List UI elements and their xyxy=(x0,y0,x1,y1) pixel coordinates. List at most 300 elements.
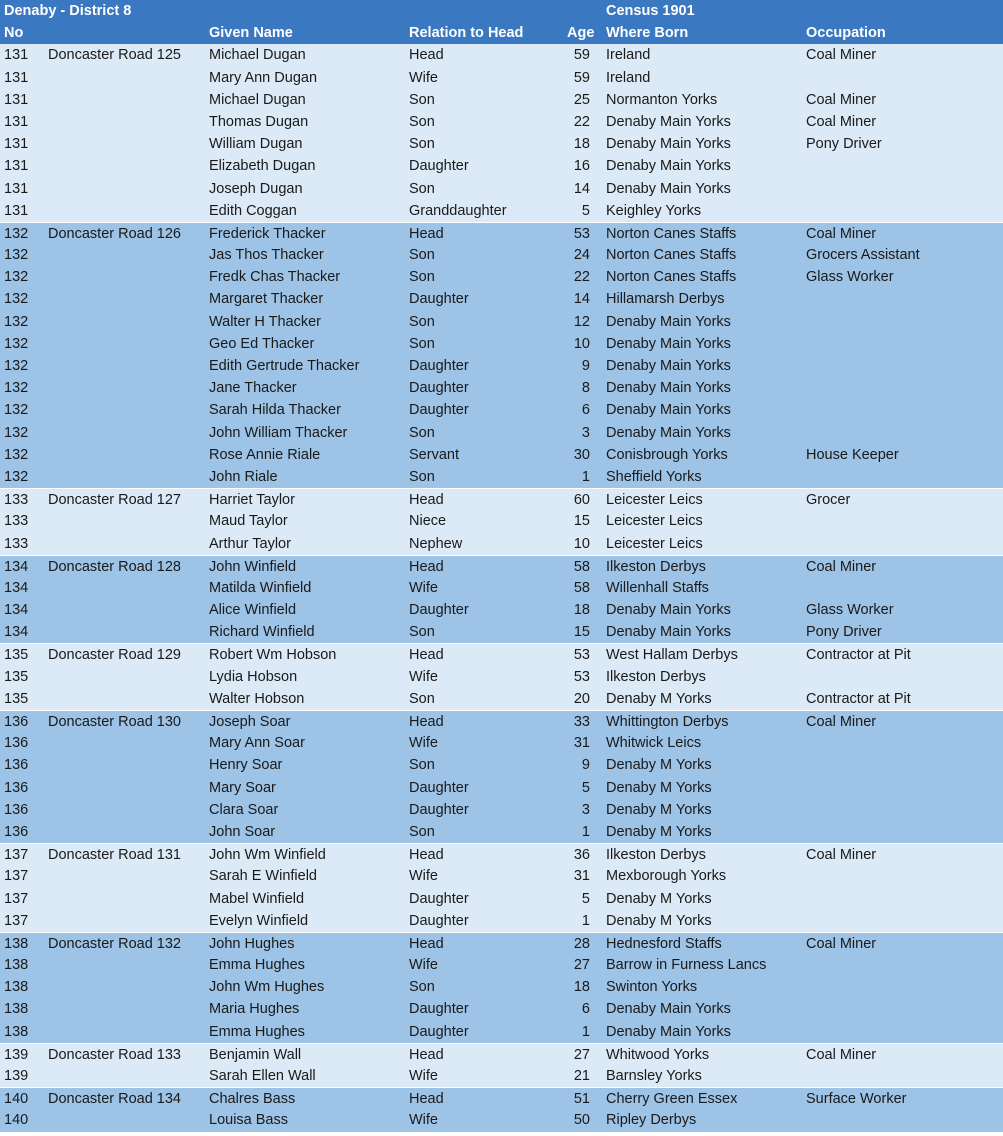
table-row xyxy=(0,1043,1003,1065)
title-row xyxy=(0,0,1003,22)
cell-no: 139 xyxy=(4,1068,29,1084)
cell-no: 132 xyxy=(4,247,29,264)
cell-no: 136 xyxy=(4,801,29,818)
col-header-age: Age xyxy=(567,25,595,42)
cell-relation: Son xyxy=(409,335,435,352)
cell-relation: Wife xyxy=(409,668,438,685)
cell-relation: Son xyxy=(409,823,435,840)
cell-relation: Son xyxy=(409,624,435,641)
table-row xyxy=(0,599,1003,621)
cell-given-name: Jas Thos Thacker xyxy=(209,247,324,264)
cell-given-name: Joseph Dugan xyxy=(209,180,303,197)
cell-no: 132 xyxy=(4,424,29,441)
cell-given-name: John Hughes xyxy=(209,935,295,952)
cell-relation: Head xyxy=(409,847,444,864)
cell-no: 133 xyxy=(4,513,29,530)
table-row xyxy=(0,888,1003,910)
cell-age: 58 xyxy=(573,558,590,575)
cell-given-name: Walter H Thacker xyxy=(209,313,321,330)
cell-where-born: Denaby Main Yorks xyxy=(606,380,731,397)
cell-given-name: Frederick Thacker xyxy=(209,225,326,242)
cell-where-born: Denaby Main Yorks xyxy=(606,358,731,374)
cell-given-name: Joseph Soar xyxy=(209,714,291,730)
cell-where-born: Barrow in Furness Lancs xyxy=(606,957,767,974)
cell-age: 14 xyxy=(573,180,590,197)
cell-no: 132 xyxy=(4,380,29,397)
census-table-body xyxy=(0,44,1003,1131)
cell-no: 138 xyxy=(4,1001,29,1018)
cell-relation: Wife xyxy=(409,579,438,596)
table-row xyxy=(0,200,1003,222)
table-row xyxy=(0,67,1003,89)
cell-age: 9 xyxy=(581,757,590,774)
cell-age: 14 xyxy=(573,291,590,308)
cell-address: Doncaster Road 125 xyxy=(48,47,181,64)
cell-no: 133 xyxy=(4,535,29,552)
cell-where-born: Barnsley Yorks xyxy=(606,1068,702,1084)
cell-relation: Daughter xyxy=(409,912,469,929)
table-row xyxy=(0,910,1003,932)
table-row xyxy=(0,998,1003,1020)
cell-where-born: Mexborough Yorks xyxy=(606,868,727,885)
cell-occupation: Coal Miner xyxy=(806,714,877,730)
cell-where-born: Ilkeston Derbys xyxy=(606,668,706,685)
cell-given-name: Sarah E Winfield xyxy=(209,868,317,885)
cell-relation: Head xyxy=(409,47,444,64)
cell-age: 1 xyxy=(581,468,590,485)
cell-no: 131 xyxy=(4,69,29,86)
cell-where-born: Denaby Main Yorks xyxy=(606,136,731,153)
table-row xyxy=(0,1065,1003,1087)
cell-given-name: Geo Ed Thacker xyxy=(209,335,315,352)
cell-age: 15 xyxy=(573,513,590,530)
census-label: Census 1901 xyxy=(606,3,695,19)
cell-occupation: Grocers Assistant xyxy=(806,247,920,264)
table-row xyxy=(0,777,1003,799)
cell-relation: Son xyxy=(409,180,435,197)
cell-address: Doncaster Road 128 xyxy=(48,558,181,575)
cell-no: 137 xyxy=(4,847,29,864)
cell-no: 137 xyxy=(4,890,29,907)
col-header-relation: Relation to Head xyxy=(409,25,524,42)
cell-where-born: Whittington Derbys xyxy=(606,714,729,730)
cell-no: 136 xyxy=(4,823,29,840)
cell-no: 132 xyxy=(4,313,29,330)
cell-relation: Son xyxy=(409,979,435,996)
cell-where-born: Denaby M Yorks xyxy=(606,801,712,818)
table-row xyxy=(0,111,1003,133)
cell-where-born: Normanton Yorks xyxy=(606,91,718,108)
cell-age: 25 xyxy=(573,91,590,108)
cell-relation: Head xyxy=(409,1091,444,1108)
cell-relation: Daughter xyxy=(409,1023,469,1040)
cell-relation: Son xyxy=(409,247,435,264)
cell-given-name: Thomas Dugan xyxy=(209,113,309,130)
cell-given-name: Clara Soar xyxy=(209,801,279,818)
cell-given-name: Mary Soar xyxy=(209,779,276,796)
cell-given-name: William Dugan xyxy=(209,136,303,153)
cell-occupation: Coal Miner xyxy=(806,91,877,108)
cell-age: 5 xyxy=(581,779,590,796)
cell-age: 51 xyxy=(573,1091,590,1108)
cell-relation: Daughter xyxy=(409,779,469,796)
cell-no: 136 xyxy=(4,714,29,730)
cell-relation: Son xyxy=(409,136,435,153)
cell-age: 3 xyxy=(581,424,590,441)
cell-given-name: Walter Hobson xyxy=(209,690,305,707)
cell-relation: Granddaughter xyxy=(409,202,507,219)
table-row xyxy=(0,865,1003,887)
cell-address: Doncaster Road 127 xyxy=(48,492,181,509)
cell-no: 138 xyxy=(4,935,29,952)
cell-address: Doncaster Road 129 xyxy=(48,647,181,664)
cell-where-born: West Hallam Derbys xyxy=(606,647,738,664)
cell-given-name: Alice Winfield xyxy=(209,602,297,619)
cell-no: 132 xyxy=(4,335,29,352)
cell-given-name: Margaret Thacker xyxy=(209,291,324,308)
cell-relation: Son xyxy=(409,91,435,108)
cell-given-name: Robert Wm Hobson xyxy=(209,647,337,664)
cell-no: 135 xyxy=(4,647,29,664)
cell-age: 6 xyxy=(581,402,590,419)
cell-age: 30 xyxy=(573,446,590,463)
cell-given-name: John Wm Winfield xyxy=(209,847,326,864)
cell-given-name: Sarah Ellen Wall xyxy=(209,1068,316,1084)
cell-age: 12 xyxy=(573,313,590,330)
cell-given-name: Sarah Hilda Thacker xyxy=(209,402,341,419)
cell-relation: Daughter xyxy=(409,291,469,308)
cell-no: 131 xyxy=(4,47,29,64)
cell-occupation: Coal Miner xyxy=(806,47,877,64)
cell-where-born: Denaby Main Yorks xyxy=(606,624,731,641)
cell-occupation: Pony Driver xyxy=(806,624,882,641)
cell-relation: Daughter xyxy=(409,380,469,397)
cell-no: 135 xyxy=(4,690,29,707)
cell-where-born: Whitwick Leics xyxy=(606,735,702,752)
cell-relation: Wife xyxy=(409,1068,438,1084)
cell-age: 8 xyxy=(581,380,590,397)
cell-where-born: Hednesford Staffs xyxy=(606,935,722,952)
cell-age: 53 xyxy=(573,225,590,242)
cell-given-name: Louisa Bass xyxy=(209,1112,288,1129)
cell-age: 53 xyxy=(573,668,590,685)
cell-given-name: Elizabeth Dugan xyxy=(209,158,316,175)
cell-no: 134 xyxy=(4,624,29,641)
cell-address: Doncaster Road 130 xyxy=(48,714,181,730)
cell-given-name: Emma Hughes xyxy=(209,1023,305,1040)
cell-relation: Head xyxy=(409,714,444,730)
cell-occupation: Coal Miner xyxy=(806,225,877,242)
col-header-occupation: Occupation xyxy=(806,25,886,42)
cell-no: 131 xyxy=(4,91,29,108)
cell-where-born: Leicester Leics xyxy=(606,513,703,530)
cell-relation: Wife xyxy=(409,735,438,752)
table-row xyxy=(0,843,1003,865)
cell-relation: Wife xyxy=(409,1112,438,1129)
table-row xyxy=(0,1109,1003,1131)
table-row xyxy=(0,577,1003,599)
cell-no: 138 xyxy=(4,979,29,996)
cell-age: 5 xyxy=(581,890,590,907)
cell-relation: Son xyxy=(409,757,435,774)
cell-occupation: Coal Miner xyxy=(806,935,877,952)
cell-age: 18 xyxy=(573,979,590,996)
cell-where-born: Ireland xyxy=(606,69,651,86)
table-row xyxy=(0,510,1003,532)
cell-where-born: Denaby Main Yorks xyxy=(606,180,731,197)
cell-age: 20 xyxy=(573,690,590,707)
table-row xyxy=(0,1087,1003,1109)
cell-address: Doncaster Road 133 xyxy=(48,1046,181,1063)
cell-where-born: Denaby Main Yorks xyxy=(606,402,731,419)
cell-no: 131 xyxy=(4,158,29,175)
table-row xyxy=(0,555,1003,577)
cell-age: 21 xyxy=(573,1068,590,1084)
table-row xyxy=(0,666,1003,688)
cell-occupation: Coal Miner xyxy=(806,113,877,130)
table-row xyxy=(0,643,1003,665)
cell-relation: Son xyxy=(409,113,435,130)
cell-occupation: Surface Worker xyxy=(806,1091,907,1108)
cell-where-born: Denaby Main Yorks xyxy=(606,335,731,352)
cell-occupation: Contractor at Pit xyxy=(806,690,911,707)
cell-relation: Daughter xyxy=(409,890,469,907)
cell-given-name: Evelyn Winfield xyxy=(209,912,309,929)
cell-where-born: Conisbrough Yorks xyxy=(606,446,728,463)
cell-where-born: Norton Canes Staffs xyxy=(606,269,737,286)
cell-where-born: Ilkeston Derbys xyxy=(606,558,706,575)
cell-no: 132 xyxy=(4,291,29,308)
cell-no: 137 xyxy=(4,868,29,885)
table-row xyxy=(0,533,1003,555)
cell-no: 132 xyxy=(4,269,29,286)
cell-relation: Head xyxy=(409,558,444,575)
table-row xyxy=(0,621,1003,643)
cell-where-born: Denaby M Yorks xyxy=(606,779,712,796)
cell-given-name: Chalres Bass xyxy=(209,1091,296,1108)
cell-where-born: Cherry Green Essex xyxy=(606,1091,738,1108)
cell-no: 138 xyxy=(4,1023,29,1040)
cell-relation: Head xyxy=(409,225,444,242)
cell-where-born: Ireland xyxy=(606,47,651,64)
cell-age: 31 xyxy=(573,735,590,752)
cell-age: 15 xyxy=(573,624,590,641)
sheet-title: Denaby - District 8 xyxy=(4,3,132,19)
cell-where-born: Norton Canes Staffs xyxy=(606,225,737,242)
cell-no: 137 xyxy=(4,912,29,929)
cell-relation: Daughter xyxy=(409,602,469,619)
cell-occupation: Pony Driver xyxy=(806,136,882,153)
cell-age: 59 xyxy=(573,47,590,64)
cell-no: 131 xyxy=(4,202,29,219)
cell-where-born: Norton Canes Staffs xyxy=(606,247,737,264)
cell-relation: Son xyxy=(409,269,435,286)
cell-occupation: Grocer xyxy=(806,492,851,509)
cell-age: 60 xyxy=(573,492,590,509)
cell-relation: Head xyxy=(409,492,444,509)
cell-given-name: Edith Coggan xyxy=(209,202,297,219)
cell-given-name: John Riale xyxy=(209,468,278,485)
cell-given-name: Henry Soar xyxy=(209,757,283,774)
table-row xyxy=(0,399,1003,421)
cell-given-name: John Soar xyxy=(209,823,276,840)
cell-given-name: John Winfield xyxy=(209,558,297,575)
cell-relation: Daughter xyxy=(409,158,469,175)
cell-age: 6 xyxy=(581,1001,590,1018)
cell-given-name: Emma Hughes xyxy=(209,957,305,974)
cell-where-born: Denaby Main Yorks xyxy=(606,1001,731,1018)
cell-given-name: Michael Dugan xyxy=(209,91,306,108)
cell-given-name: Benjamin Wall xyxy=(209,1046,302,1063)
cell-no: 131 xyxy=(4,180,29,197)
cell-age: 27 xyxy=(573,957,590,974)
cell-relation: Head xyxy=(409,935,444,952)
cell-relation: Daughter xyxy=(409,1001,469,1018)
table-row xyxy=(0,244,1003,266)
cell-where-born: Leicester Leics xyxy=(606,535,703,552)
cell-age: 1 xyxy=(581,823,590,840)
cell-no: 132 xyxy=(4,446,29,463)
table-row xyxy=(0,288,1003,310)
cell-where-born: Denaby Main Yorks xyxy=(606,113,731,130)
cell-where-born: Denaby M Yorks xyxy=(606,912,712,929)
cell-address: Doncaster Road 134 xyxy=(48,1091,181,1108)
table-row xyxy=(0,932,1003,954)
cell-relation: Wife xyxy=(409,868,438,885)
cell-relation: Daughter xyxy=(409,402,469,419)
cell-occupation: Coal Miner xyxy=(806,558,877,575)
cell-relation: Son xyxy=(409,313,435,330)
cell-no: 132 xyxy=(4,225,29,242)
table-row xyxy=(0,732,1003,754)
cell-relation: Son xyxy=(409,424,435,441)
cell-relation: Head xyxy=(409,647,444,664)
cell-age: 59 xyxy=(573,69,590,86)
cell-given-name: John Wm Hughes xyxy=(209,979,325,996)
table-row xyxy=(0,133,1003,155)
table-row xyxy=(0,44,1003,66)
column-header-row xyxy=(0,22,1003,44)
cell-where-born: Denaby Main Yorks xyxy=(606,424,731,441)
cell-where-born: Sheffield Yorks xyxy=(606,468,702,485)
cell-no: 136 xyxy=(4,757,29,774)
cell-age: 16 xyxy=(573,158,590,175)
cell-given-name: Harriet Taylor xyxy=(209,492,295,509)
cell-age: 5 xyxy=(581,202,590,219)
cell-given-name: Michael Dugan xyxy=(209,47,306,64)
table-row xyxy=(0,155,1003,177)
cell-no: 134 xyxy=(4,558,29,575)
cell-given-name: Mary Ann Soar xyxy=(209,735,305,752)
cell-age: 31 xyxy=(573,868,590,885)
cell-relation: Servant xyxy=(409,446,459,463)
cell-where-born: Denaby M Yorks xyxy=(606,823,712,840)
cell-age: 22 xyxy=(573,113,590,130)
cell-no: 135 xyxy=(4,668,29,685)
cell-relation: Nephew xyxy=(409,535,463,552)
cell-given-name: Maria Hughes xyxy=(209,1001,300,1018)
cell-age: 24 xyxy=(573,247,590,264)
cell-age: 27 xyxy=(573,1046,590,1063)
cell-no: 136 xyxy=(4,779,29,796)
cell-where-born: Denaby M Yorks xyxy=(606,757,712,774)
cell-given-name: John William Thacker xyxy=(209,424,348,441)
table-row xyxy=(0,422,1003,444)
cell-relation: Daughter xyxy=(409,801,469,818)
cell-relation: Head xyxy=(409,1046,444,1063)
table-row xyxy=(0,488,1003,510)
cell-given-name: Mary Ann Dugan xyxy=(209,69,318,86)
cell-given-name: Edith Gertrude Thacker xyxy=(209,358,360,374)
cell-no: 139 xyxy=(4,1046,29,1063)
table-row xyxy=(0,89,1003,111)
cell-age: 3 xyxy=(581,801,590,818)
cell-age: 10 xyxy=(573,335,590,352)
table-row xyxy=(0,799,1003,821)
cell-occupation: Coal Miner xyxy=(806,1046,877,1063)
cell-where-born: Keighley Yorks xyxy=(606,202,702,219)
cell-given-name: Mabel Winfield xyxy=(209,890,305,907)
cell-age: 36 xyxy=(573,847,590,864)
cell-no: 133 xyxy=(4,492,29,509)
cell-age: 28 xyxy=(573,935,590,952)
cell-relation: Son xyxy=(409,468,435,485)
cell-age: 33 xyxy=(573,714,590,730)
cell-given-name: Fredk Chas Thacker xyxy=(209,269,341,286)
table-row xyxy=(0,178,1003,200)
table-row xyxy=(0,355,1003,377)
cell-no: 138 xyxy=(4,957,29,974)
table-row xyxy=(0,710,1003,732)
table-row xyxy=(0,377,1003,399)
col-header-where-born: Where Born xyxy=(606,25,689,42)
table-row xyxy=(0,821,1003,843)
table-row xyxy=(0,954,1003,976)
table-row xyxy=(0,266,1003,288)
table-row xyxy=(0,444,1003,466)
cell-age: 22 xyxy=(573,269,590,286)
cell-no: 132 xyxy=(4,358,29,374)
cell-age: 18 xyxy=(573,136,590,153)
col-header-no: No xyxy=(4,25,24,42)
cell-where-born: Ripley Derbys xyxy=(606,1112,697,1129)
cell-where-born: Denaby Main Yorks xyxy=(606,158,731,175)
cell-no: 140 xyxy=(4,1112,29,1129)
col-header-given-name: Given Name xyxy=(209,25,293,42)
cell-relation: Wife xyxy=(409,957,438,974)
cell-given-name: Maud Taylor xyxy=(209,513,288,530)
cell-no: 136 xyxy=(4,735,29,752)
cell-no: 132 xyxy=(4,468,29,485)
cell-given-name: Arthur Taylor xyxy=(209,535,291,552)
cell-relation: Niece xyxy=(409,513,447,530)
cell-occupation: Glass Worker xyxy=(806,269,894,286)
cell-age: 10 xyxy=(573,535,590,552)
table-row xyxy=(0,333,1003,355)
cell-where-born: Swinton Yorks xyxy=(606,979,698,996)
cell-no: 134 xyxy=(4,602,29,619)
cell-age: 50 xyxy=(573,1112,590,1129)
cell-where-born: Ilkeston Derbys xyxy=(606,847,706,864)
cell-given-name: Jane Thacker xyxy=(209,380,297,397)
cell-given-name: Matilda Winfield xyxy=(209,579,312,596)
table-row xyxy=(0,688,1003,710)
table-row xyxy=(0,976,1003,998)
cell-where-born: Leicester Leics xyxy=(606,492,703,509)
cell-age: 58 xyxy=(573,579,590,596)
table-row xyxy=(0,222,1003,244)
cell-given-name: Lydia Hobson xyxy=(209,668,298,685)
